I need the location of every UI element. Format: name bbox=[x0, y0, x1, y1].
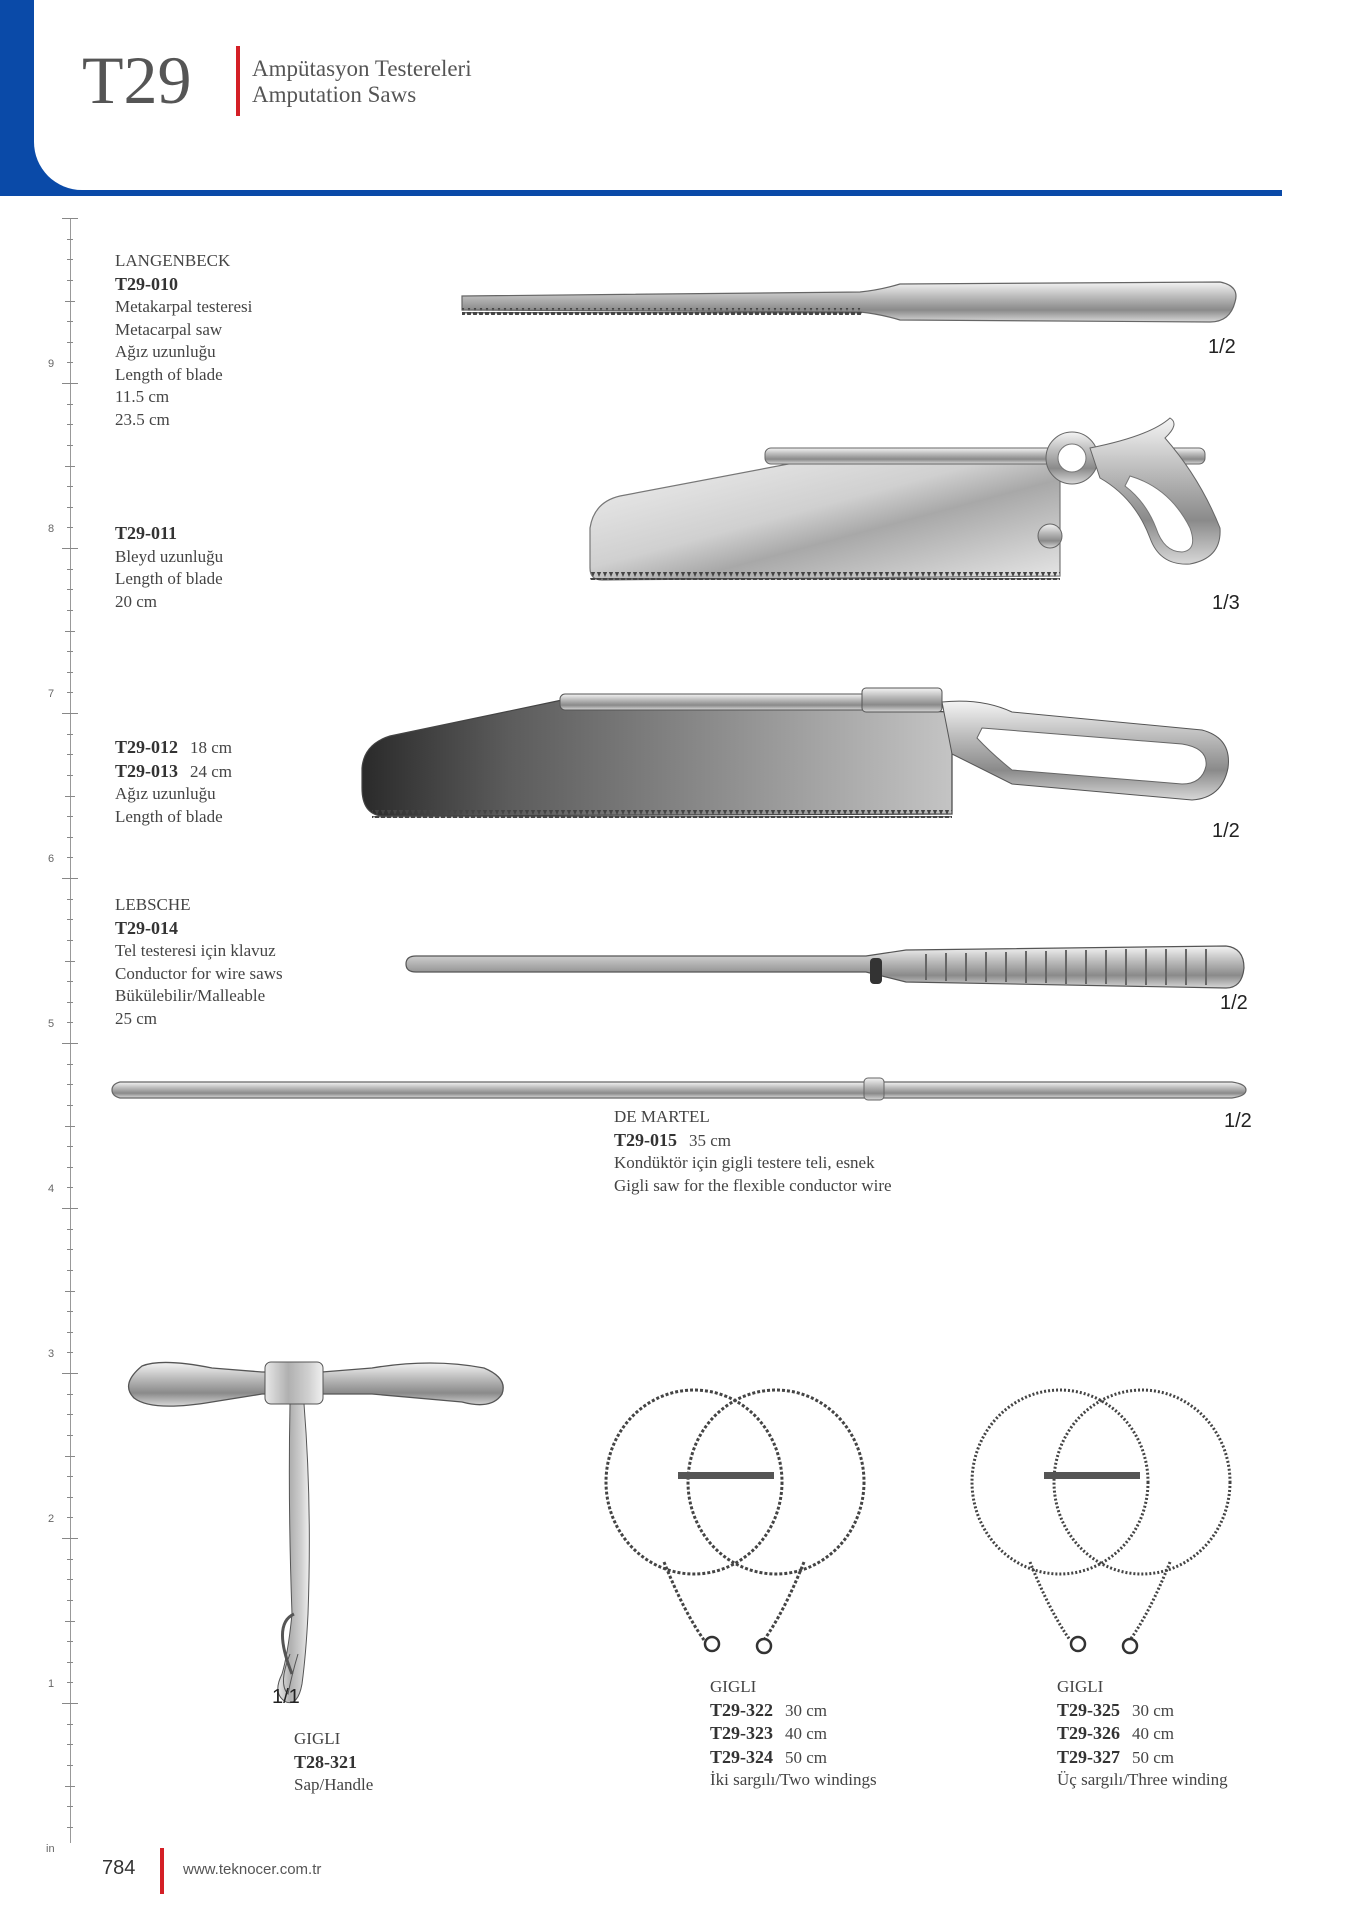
section-code: T29 bbox=[82, 42, 192, 118]
scale-label: 1/2 bbox=[1224, 1110, 1252, 1132]
ruler-tick bbox=[67, 1394, 73, 1395]
ruler-tick bbox=[67, 1662, 73, 1663]
scale-label: 1/2 bbox=[1208, 336, 1236, 358]
ruler-tick bbox=[67, 1311, 73, 1312]
ruler-tick bbox=[62, 1373, 78, 1374]
ruler-tick bbox=[67, 692, 73, 693]
ruler-tick bbox=[67, 1332, 73, 1333]
ruler-tick bbox=[67, 1765, 73, 1766]
product-size: 40 cm bbox=[785, 1724, 828, 1743]
brand-name: GIGLI bbox=[710, 1677, 757, 1696]
ruler-tick bbox=[67, 940, 73, 941]
ruler-tick bbox=[65, 1456, 75, 1457]
product-code: T29-327 bbox=[1057, 1746, 1120, 1767]
ruler-tick bbox=[67, 527, 73, 528]
ruler-tick bbox=[67, 899, 73, 900]
product-code: T29-324 bbox=[710, 1746, 773, 1767]
de-martel-conductor-image bbox=[112, 1076, 1252, 1106]
ruler-number: 3 bbox=[48, 1348, 55, 1360]
footer-url[interactable]: www.teknocer.com.tr bbox=[183, 1861, 322, 1878]
product-size: 18 cm bbox=[190, 738, 233, 757]
product-size: 50 cm bbox=[1132, 1747, 1175, 1767]
ruler-tick bbox=[67, 1476, 73, 1477]
ruler-tick bbox=[67, 981, 73, 982]
scale-label: 1/2 bbox=[1220, 992, 1248, 1014]
header-divider bbox=[236, 46, 240, 116]
brand-name: LANGENBECK bbox=[115, 251, 231, 270]
product-size: 30 cm bbox=[785, 1700, 828, 1720]
desc-line: Ağız uzunluğu bbox=[115, 342, 216, 361]
product-t29-014-text bbox=[115, 894, 283, 1030]
desc-line: 23.5 cm bbox=[115, 409, 170, 429]
desc-line: 20 cm bbox=[115, 591, 158, 611]
ruler-tick bbox=[65, 1291, 75, 1292]
ruler-tick bbox=[67, 486, 73, 487]
ruler-tick bbox=[65, 466, 75, 467]
gigli-wire-saw-two-image bbox=[604, 1382, 868, 1662]
ruler-tick bbox=[67, 1806, 73, 1807]
brand-name: GIGLI bbox=[1057, 1677, 1104, 1696]
ruler-tick bbox=[67, 507, 73, 508]
footer-divider bbox=[160, 1848, 164, 1894]
amputation-saw-large-image bbox=[590, 418, 1240, 598]
section-title-en: Amputation Saws bbox=[252, 82, 417, 107]
product-code: T29-010 bbox=[115, 273, 178, 294]
ruler-tick bbox=[67, 259, 73, 260]
ruler-tick bbox=[67, 1105, 73, 1106]
product-size: 35 cm bbox=[689, 1130, 732, 1150]
desc-line: Tel testeresi için klavuz bbox=[115, 941, 276, 960]
ruler-tick bbox=[67, 404, 73, 405]
ruler-number: 1 bbox=[48, 1678, 55, 1690]
ruler-tick bbox=[67, 1249, 73, 1250]
ruler-tick bbox=[67, 816, 73, 817]
header-rule bbox=[34, 190, 1282, 196]
ruler-tick bbox=[67, 610, 73, 611]
ruler-tick bbox=[62, 1208, 78, 1209]
desc-line: 11.5 cm bbox=[115, 387, 170, 406]
amputation-saw-dark-image bbox=[362, 688, 1242, 828]
desc-line: Gigli saw for the flexible conductor wire bbox=[614, 1175, 892, 1195]
ruler-tick bbox=[67, 734, 73, 735]
product-code: T29-011 bbox=[115, 523, 178, 543]
ruler-tick bbox=[67, 1724, 73, 1725]
ruler-number: 5 bbox=[48, 1018, 55, 1030]
product-code: T29-326 bbox=[1057, 1723, 1120, 1743]
product-size: 40 cm bbox=[1132, 1724, 1175, 1743]
ruler-tick bbox=[65, 796, 75, 797]
ruler-tick bbox=[67, 362, 73, 363]
gigli-wire-saw-three-image bbox=[970, 1382, 1234, 1662]
ruler-tick bbox=[62, 1538, 78, 1539]
product-code: T29-015 bbox=[614, 1129, 677, 1150]
ruler-number: 9 bbox=[48, 358, 55, 370]
desc-line: Sap/Handle bbox=[294, 1775, 374, 1794]
product-code: T28-321 bbox=[294, 1751, 357, 1772]
ruler-tick bbox=[67, 1187, 73, 1188]
wire-saw-conductor-image bbox=[406, 940, 1246, 1000]
ruler-tick bbox=[67, 1641, 73, 1642]
desc-line: Üç sargılı/Three winding bbox=[1057, 1770, 1228, 1789]
ruler-tick bbox=[62, 1703, 78, 1704]
gigli-handle-image bbox=[122, 1354, 512, 1714]
ruler-tick bbox=[67, 321, 73, 322]
ruler-tick bbox=[67, 775, 73, 776]
ruler-tick bbox=[67, 1064, 73, 1065]
ruler-tick bbox=[67, 1146, 73, 1147]
ruler-tick bbox=[67, 589, 73, 590]
ruler-tick bbox=[67, 1414, 73, 1415]
ruler-tick bbox=[67, 1744, 73, 1745]
ruler-tick bbox=[67, 1022, 73, 1023]
ruler-tick bbox=[67, 1517, 73, 1518]
product-size: 50 cm bbox=[785, 1747, 828, 1767]
ruler-tick bbox=[67, 280, 73, 281]
ruler-tick bbox=[62, 713, 78, 714]
ruler-tick bbox=[65, 631, 75, 632]
ruler-number: 6 bbox=[48, 853, 55, 865]
ruler-tick bbox=[67, 1827, 73, 1828]
ruler-tick bbox=[67, 754, 73, 755]
desc-line: Length of blade bbox=[115, 364, 223, 384]
ruler-number: 2 bbox=[48, 1513, 55, 1525]
ruler-tick bbox=[67, 857, 73, 858]
brand-name: GIGLI bbox=[294, 1729, 341, 1748]
brand-name: LEBSCHE bbox=[115, 895, 191, 914]
product-gigli-three-text bbox=[1057, 1676, 1228, 1792]
product-t29-015-text bbox=[614, 1106, 892, 1197]
product-size: 30 cm bbox=[1132, 1700, 1175, 1720]
ruler-tick bbox=[67, 672, 73, 673]
product-code: T29-013 bbox=[115, 760, 178, 781]
product-gigli-two-text bbox=[710, 1676, 877, 1792]
ruler-tick bbox=[67, 651, 73, 652]
scale-label: 1/3 bbox=[1212, 592, 1240, 614]
ruler-tick bbox=[67, 1559, 73, 1560]
ruler-tick bbox=[67, 1002, 73, 1003]
ruler-tick bbox=[67, 1600, 73, 1601]
ruler-tick bbox=[67, 1579, 73, 1580]
header-card bbox=[34, 0, 1334, 190]
product-code: T29-322 bbox=[710, 1699, 773, 1720]
metacarpal-saw-image bbox=[460, 272, 1240, 332]
ruler-tick bbox=[67, 919, 73, 920]
ruler-tick bbox=[67, 1497, 73, 1498]
product-code: T29-325 bbox=[1057, 1699, 1120, 1720]
product-size: 24 cm bbox=[190, 761, 233, 781]
ruler-tick bbox=[67, 342, 73, 343]
ruler-tick bbox=[67, 1084, 73, 1085]
ruler-tick bbox=[65, 1621, 75, 1622]
ruler-tick bbox=[65, 301, 75, 302]
product-code: T29-014 bbox=[115, 917, 178, 938]
ruler-tick bbox=[67, 239, 73, 240]
desc-line: 25 cm bbox=[115, 1008, 158, 1028]
scale-label: 1/2 bbox=[1212, 820, 1240, 842]
ruler-number: 8 bbox=[48, 523, 55, 535]
desc-line: Metacarpal saw bbox=[115, 319, 223, 339]
desc-line: Metakarpal testeresi bbox=[115, 297, 253, 316]
ruler-tick bbox=[62, 383, 78, 384]
ruler-tick bbox=[67, 1229, 73, 1230]
product-t28-321-text bbox=[294, 1728, 373, 1797]
ruler-tick bbox=[67, 1270, 73, 1271]
ruler-tick bbox=[67, 569, 73, 570]
ruler-tick bbox=[67, 445, 73, 446]
ruler-tick bbox=[65, 1126, 75, 1127]
desc-line: Conductor for wire saws bbox=[115, 963, 283, 983]
ruler-number: 7 bbox=[48, 688, 55, 700]
section-title-tr: Ampütasyon Testereleri bbox=[252, 56, 472, 81]
product-code: T29-012 bbox=[115, 737, 178, 757]
desc-line: Length of blade bbox=[115, 806, 223, 826]
desc-line: İki sargılı/Two windings bbox=[710, 1770, 877, 1789]
desc-line: Bleyd uzunluğu bbox=[115, 546, 224, 566]
product-t29-011-text bbox=[115, 522, 223, 613]
desc-line: Ağız uzunluğu bbox=[115, 784, 216, 803]
brand-name: DE MARTEL bbox=[614, 1107, 710, 1126]
desc-line: Bükülebilir/Malleable bbox=[115, 986, 266, 1005]
ruler-tick bbox=[62, 878, 78, 879]
ruler-tick bbox=[65, 961, 75, 962]
ruler-tick bbox=[65, 1786, 75, 1787]
ruler-tick bbox=[62, 548, 78, 549]
product-code: T29-323 bbox=[710, 1723, 773, 1743]
ruler-tick bbox=[67, 1435, 73, 1436]
ruler-tick bbox=[67, 1352, 73, 1353]
ruler-tick bbox=[62, 218, 78, 219]
desc-line: Kondüktör için gigli testere teli, esnek bbox=[614, 1153, 875, 1172]
desc-line: Length of blade bbox=[115, 569, 223, 588]
ruler-tick bbox=[67, 1682, 73, 1683]
ruler-unit: in bbox=[46, 1843, 55, 1855]
ruler-tick bbox=[67, 424, 73, 425]
ruler-tick bbox=[67, 1167, 73, 1168]
page-number: 784 bbox=[102, 1857, 136, 1879]
product-t29-010-text bbox=[115, 250, 252, 431]
inch-ruler bbox=[40, 218, 80, 1855]
product-t29-012-text bbox=[115, 736, 232, 828]
ruler-number: 4 bbox=[48, 1183, 55, 1195]
scale-label: 1/1 bbox=[272, 1686, 300, 1708]
ruler-tick bbox=[67, 837, 73, 838]
ruler-tick bbox=[62, 1043, 78, 1044]
